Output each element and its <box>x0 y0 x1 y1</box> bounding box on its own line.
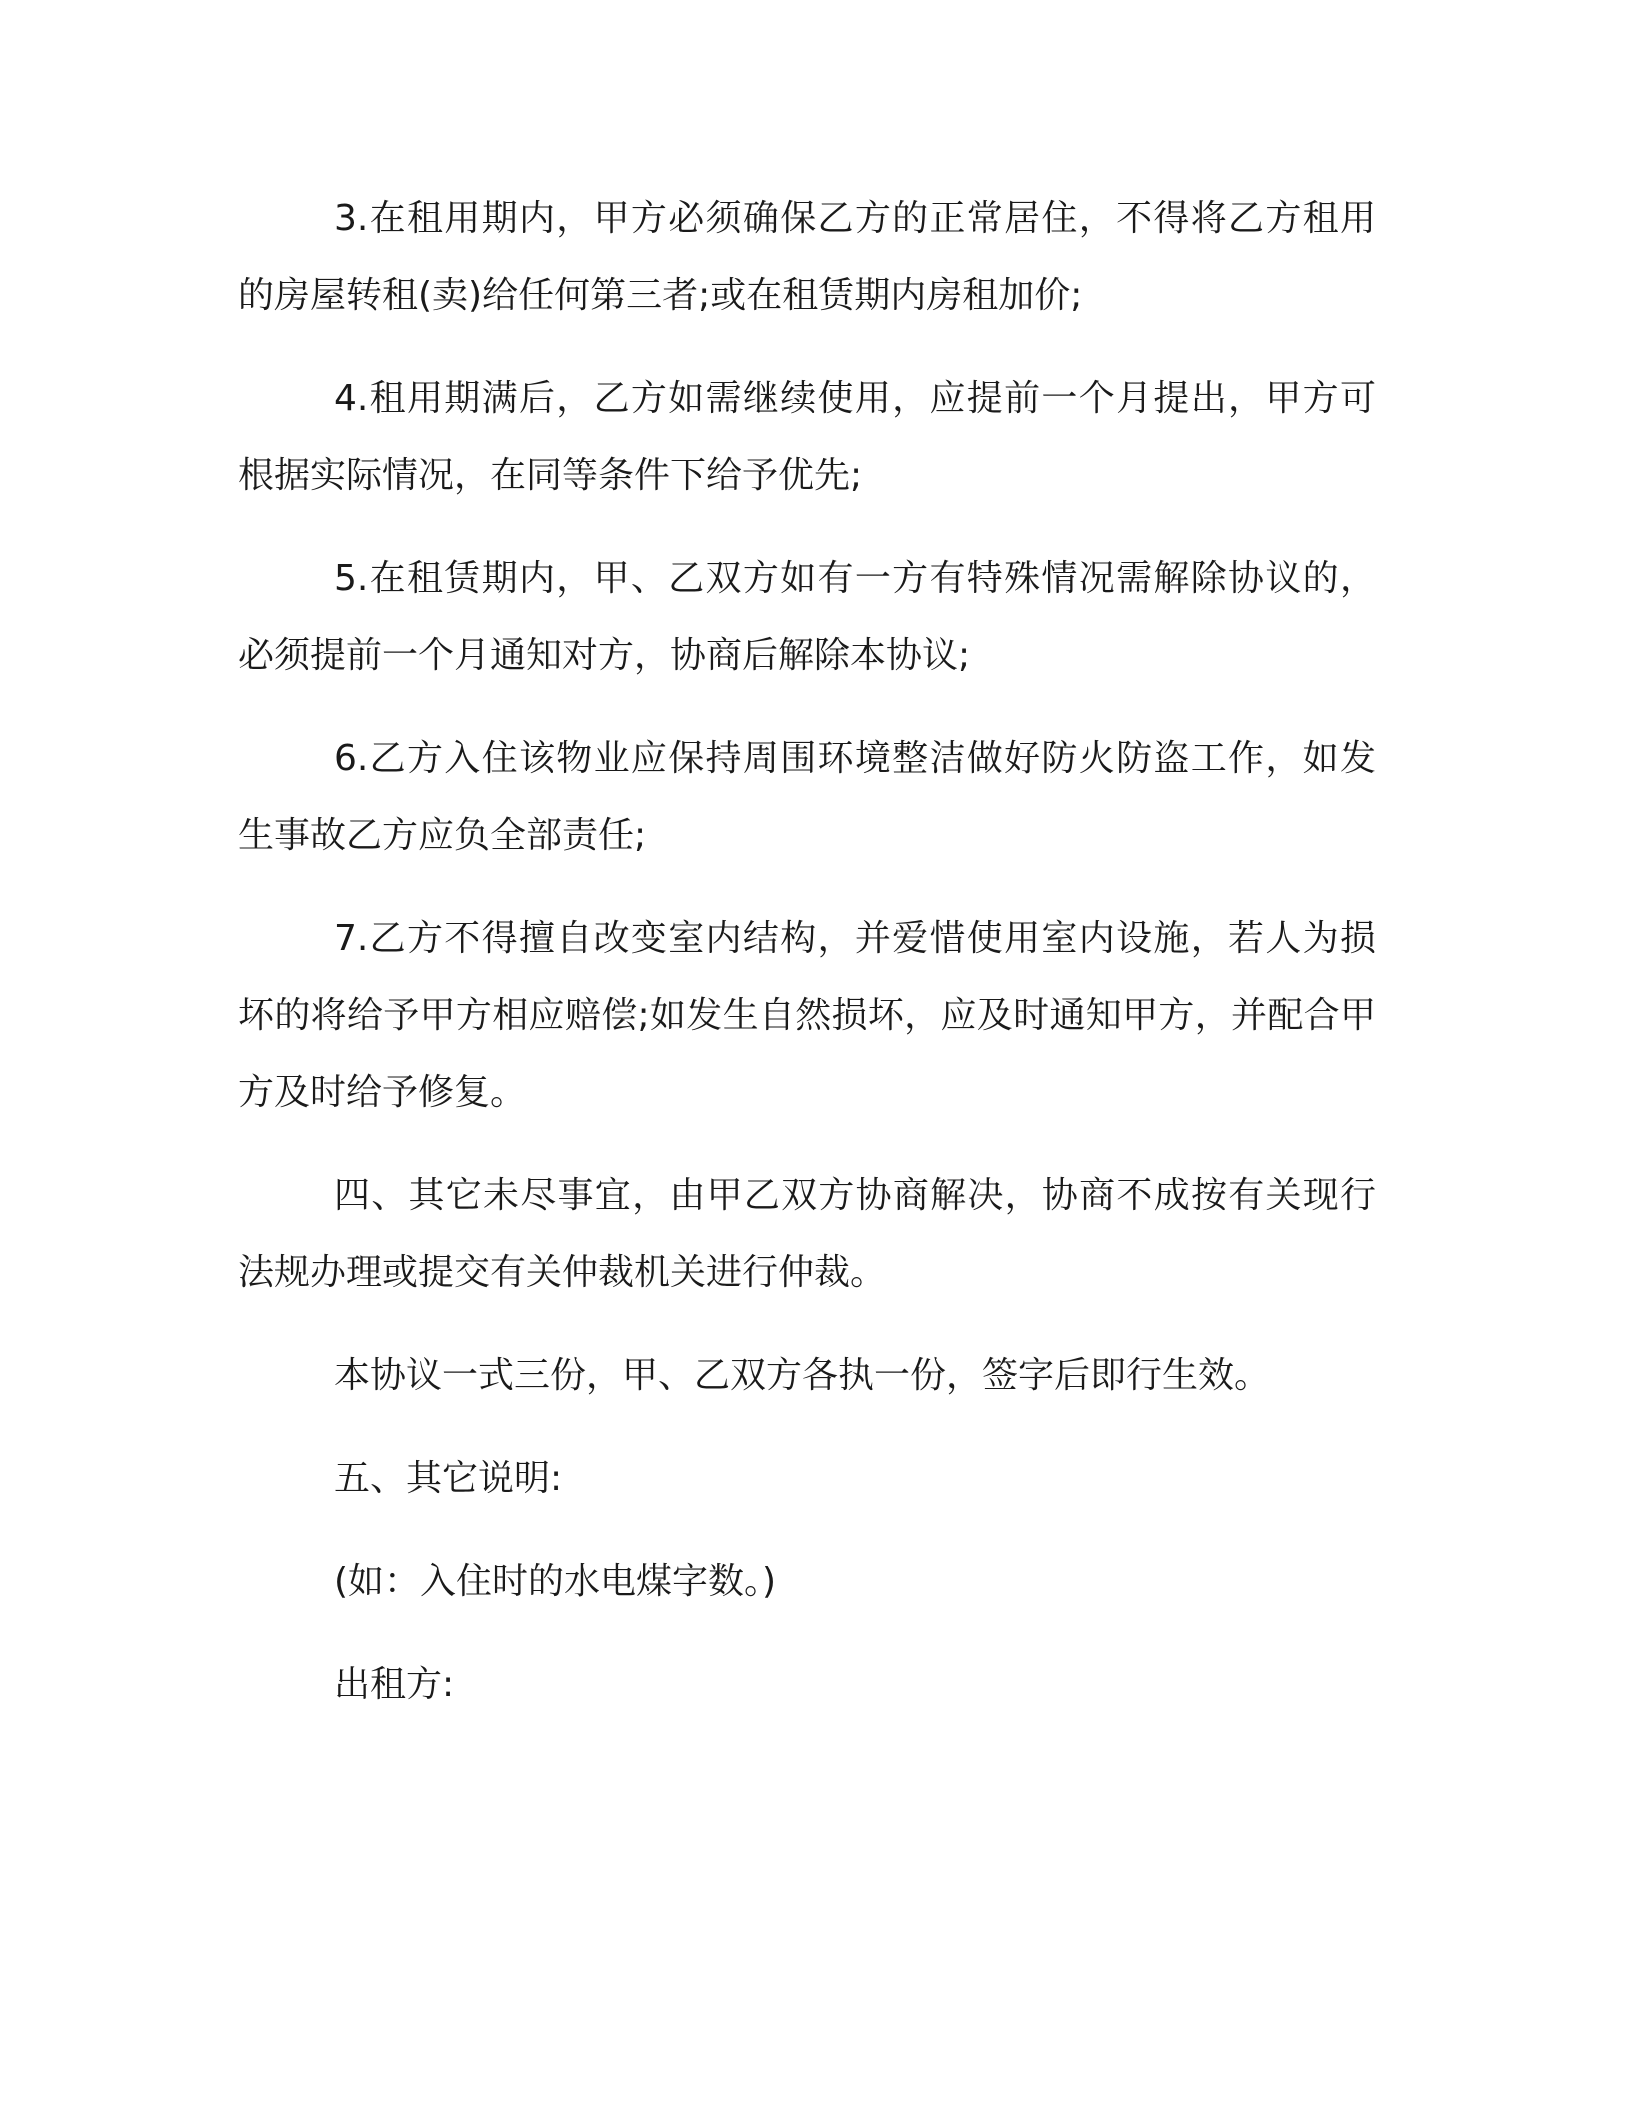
clause-7: 7.乙方不得擅自改变室内结构，并爱惜使用室内设施，若人为损坏的将给予甲方相应赔偿;如发生自然损坏，应及时通知甲方，并配合甲方及时给予修复。 <box>238 918 1376 1113</box>
section-5-example: (如：入住时的水电煤字数。) <box>334 1561 777 1602</box>
clause-4: 4.租用期满后，乙方如需继续使用，应提前一个月提出，甲方可根据实际情况，在同等条件下给予优先; <box>238 378 1376 496</box>
section-5-heading: 五、其它说明: <box>334 1458 563 1499</box>
clause-5: 5.在租赁期内，甲、乙双方如有一方有特殊情况需解除协议的，必须提前一个月通知对方，协商后解除本协议; <box>238 558 1376 676</box>
document-body <box>238 180 1376 1749</box>
section-4-other-matters: 四、其它未尽事宜，由甲乙双方协商解决，协商不成按有关现行法规办理或提交有关仲裁机关进行仲裁。 <box>238 1175 1376 1293</box>
copies-statement: 本协议一式三份，甲、乙双方各执一份，签字后即行生效。 <box>334 1355 1271 1396</box>
clause-3: 3.在租用期内，甲方必须确保乙方的正常居住，不得将乙方租用的房屋转租(卖)给任何第三者;或在租赁期内房租加价; <box>238 198 1376 316</box>
lessor-signature-label: 出租方: <box>334 1664 455 1705</box>
clause-6: 6.乙方入住该物业应保持周围环境整洁做好防火防盗工作，如发生事故乙方应负全部责任; <box>238 738 1376 856</box>
